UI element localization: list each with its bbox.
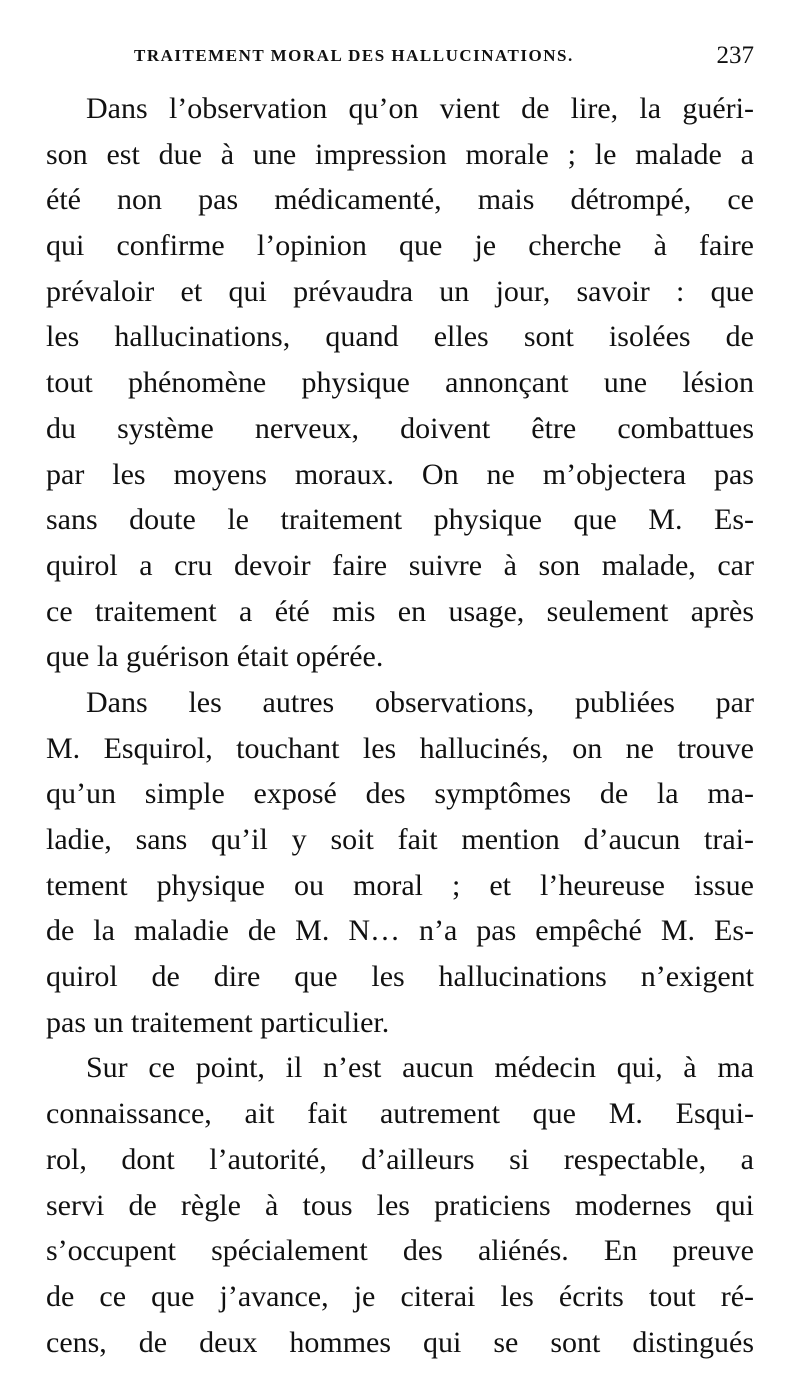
page-number: 237 [716, 42, 754, 69]
text-line: ladie, sans qu’il y soit fait mention d’aucun trai- [46, 823, 754, 856]
text-line: pas un traitement particulier. [46, 1005, 390, 1039]
text-line: cens, de deux hommes qui se sont distingués [46, 1325, 754, 1359]
text-line: qui confirme l’opinion que je cherche à faire [46, 229, 754, 263]
text-line: Sur ce point, il n’est aucun médecin qui, à ma [86, 1051, 754, 1085]
text-line: servi de règle à tous les praticiens modernes qui [46, 1188, 754, 1222]
text-line: de la maladie de M. N… n’a pas empêché M. Es- [46, 914, 754, 948]
text-line: son est due à une impression morale ; le malade a [46, 137, 754, 171]
text-line: prévaloir et qui prévaudra un jour, savoir : que [46, 274, 754, 308]
text-line: tout phénomène physique annonçant une lésion [46, 366, 754, 400]
text-line: de ce que j’avance, je citerai les écrits tout ré- [46, 1279, 754, 1313]
text-line: que la guérison était opérée. [46, 640, 384, 674]
text-line: sans doute le traitement physique que M. Es- [46, 503, 754, 537]
text-line: quirol a cru devoir faire suivre à son malade, car [46, 548, 754, 582]
text-line: du système nerveux, doivent être combattues [46, 411, 754, 445]
text-line: M. Esquirol, touchant les hallucinés, on ne trouve [46, 731, 754, 765]
text-line: qu’un simple exposé des symptômes de la ma- [46, 777, 754, 811]
text-line: quirol de dire que les hallucinations n’exigent [46, 960, 754, 994]
running-title: TRAITEMENT MORAL DES HALLUCINATIONS. [134, 46, 574, 65]
text-line: Dans l’observation qu’on vient de lire, la guéri- [86, 92, 754, 125]
text-line: tement physique ou moral ; et l’heureuse issue [46, 868, 754, 902]
text-line: s’occupent spécialement des aliénés. En preuve [46, 1234, 754, 1268]
text-line: rol, dont l’autorité, d’ailleurs si respectable, a [46, 1142, 754, 1176]
text-line: été non pas médicamenté, mais détrompé, ce [46, 183, 754, 217]
text-line: Dans les autres observations, publiées par [86, 685, 754, 719]
text-line: connaissance, ait fait autrement que M. Esqui- [46, 1097, 754, 1131]
text-line: par les moyens moraux. On ne m’objectera pas [46, 457, 754, 491]
text-line: ce traitement a été mis en usage, seulement après [46, 594, 754, 628]
running-head [134, 42, 754, 72]
text-line: les hallucinations, quand elles sont isolées de [46, 320, 754, 354]
body-text [46, 86, 754, 1365]
